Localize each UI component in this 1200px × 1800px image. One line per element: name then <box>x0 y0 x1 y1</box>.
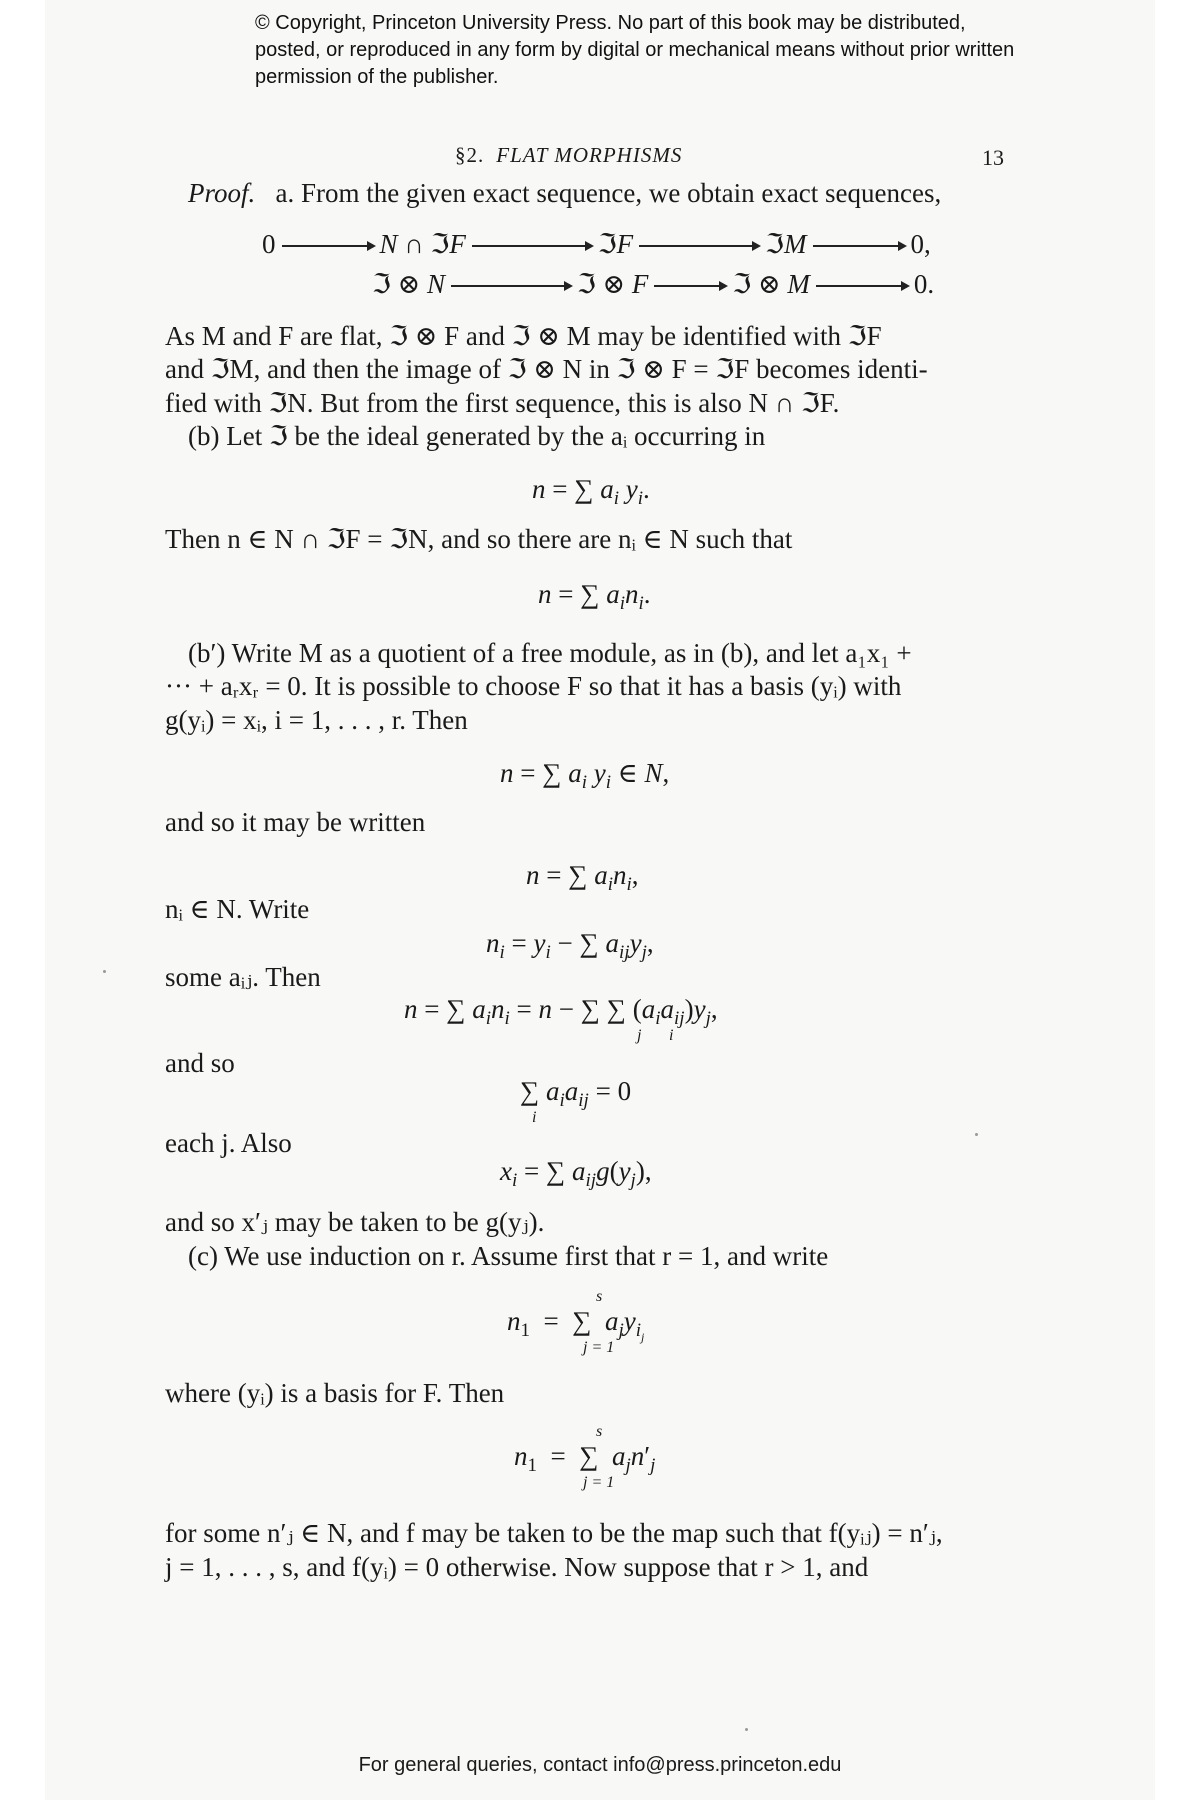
paragraph-b-prime: (b′) Write M as a quotient of a free module, as in (b), and let a₁x₁ + <box>188 638 912 668</box>
text-line: some aᵢⱼ. Then <box>165 962 321 992</box>
equation-n-sum-ai-yi: n = ∑ $a_i$ $y_i$. <box>532 474 650 509</box>
text-line: and ℑM, and then the image of ℑ ⊗ N in ℑ ⊗ F = ℑF becomes identi- <box>165 354 928 384</box>
equation-n1-prime: $n_1$ = ∑ $a_jn'_j$ <box>514 1441 656 1476</box>
sum-index-j: j <box>637 1027 642 1044</box>
paragraph-a: a. From the given exact sequence, we obtain exact sequences, <box>275 178 942 208</box>
sum-upper-s: s <box>596 1423 603 1440</box>
equation-ni: $n_i = y_i$ − ∑ $a_{ij}y_j$, <box>486 928 654 963</box>
scan-speck <box>975 1133 978 1136</box>
equation-n-written: n = ∑ $a_in_i$, <box>526 860 639 895</box>
text-line: g(yᵢ) = xᵢ, i = 1, . . . , r. Then <box>165 705 468 735</box>
copyright-notice: © Copyright, Princeton University Press. No part of this book may be distributed, posted, or reproduced in any form by digital or mechanical means without prior written permission of the publisher. <box>255 12 1015 88</box>
paragraph-c: (c) We use induction on r. Assume first that r = 1, and write <box>188 1241 829 1271</box>
sum-index-i: i <box>532 1109 537 1126</box>
text-line: As M and F are flat, ℑ ⊗ F and ℑ ⊗ M may be identified with ℑF <box>165 321 882 351</box>
sum-lower-j1: j = 1 <box>583 1474 615 1491</box>
scan-speck <box>103 970 106 973</box>
text-line: nᵢ ∈ N. Write <box>165 894 310 924</box>
sum-lower-j1: j = 1 <box>583 1339 615 1356</box>
running-head <box>455 143 682 168</box>
proof-label: Proof. <box>188 178 256 208</box>
text-line: and so it may be written <box>165 807 426 837</box>
exact-sequence-2: ℑ ⊗ N ℑ ⊗ F ℑ ⊗ M 0. <box>372 269 935 300</box>
equation-n-in-N: n = ∑ $a_i$ $y_i$ ∈ N, <box>500 758 670 793</box>
text-line: for some n′ⱼ ∈ N, and f may be taken to be the map such that f(yᵢⱼ) = n′ⱼ, <box>165 1518 943 1548</box>
sum-upper-s: s <box>596 1288 603 1305</box>
equation-n-expanded: n = ∑ $a_in_i = n$ − ∑ ∑ $(a_ia_{ij})y_j$, <box>404 994 718 1029</box>
text-line: each j. Also <box>165 1128 292 1158</box>
equation-n-sum-ai-ni: n = ∑ $a_in_i$. <box>538 579 651 614</box>
sum-index-i: i <box>669 1027 674 1044</box>
paragraph-b: (b) Let ℑ be the ideal generated by the aᵢ occurring in <box>188 421 766 451</box>
text-line: Then n ∈ N ∩ ℑF = ℑN, and so there are nᵢ ∈ N such that <box>165 524 793 554</box>
text-line: and so <box>165 1048 235 1078</box>
text-line: j = 1, . . . , s, and f(yᵢ) = 0 otherwise. Now suppose that r > 1, and <box>165 1552 869 1582</box>
proof-line <box>188 177 941 210</box>
page-number: 13 <box>982 145 1004 170</box>
text-line: where (yᵢ) is a basis for F. Then <box>165 1378 505 1408</box>
section-title: FLAT MORPHISMS <box>496 143 683 167</box>
section-number: §2. <box>455 143 485 167</box>
equation-sum-zero: ∑ $a_ia_{ij} = 0$ <box>520 1076 632 1111</box>
equation-xi: $x_i$ = ∑ $a_{ij}g(y_j)$, <box>500 1156 652 1191</box>
text-line: and so x′ⱼ may be taken to be g(yⱼ). <box>165 1207 545 1237</box>
text-line: ··· + aᵣxᵣ = 0. It is possible to choose F so that it has a basis (yᵢ) with <box>165 671 902 701</box>
exact-sequence-1: 0 N ∩ ℑF ℑF ℑM 0, <box>262 229 931 260</box>
text-line: fied with ℑN. But from the first sequence, this is also N ∩ ℑF. <box>165 388 840 418</box>
scan-speck <box>745 1728 748 1731</box>
footer-contact: For general queries, contact info@press.princeton.edu <box>358 1754 842 1776</box>
equation-n1: $n_1$ = ∑ $a_jy_{i_j}$ <box>507 1306 645 1344</box>
